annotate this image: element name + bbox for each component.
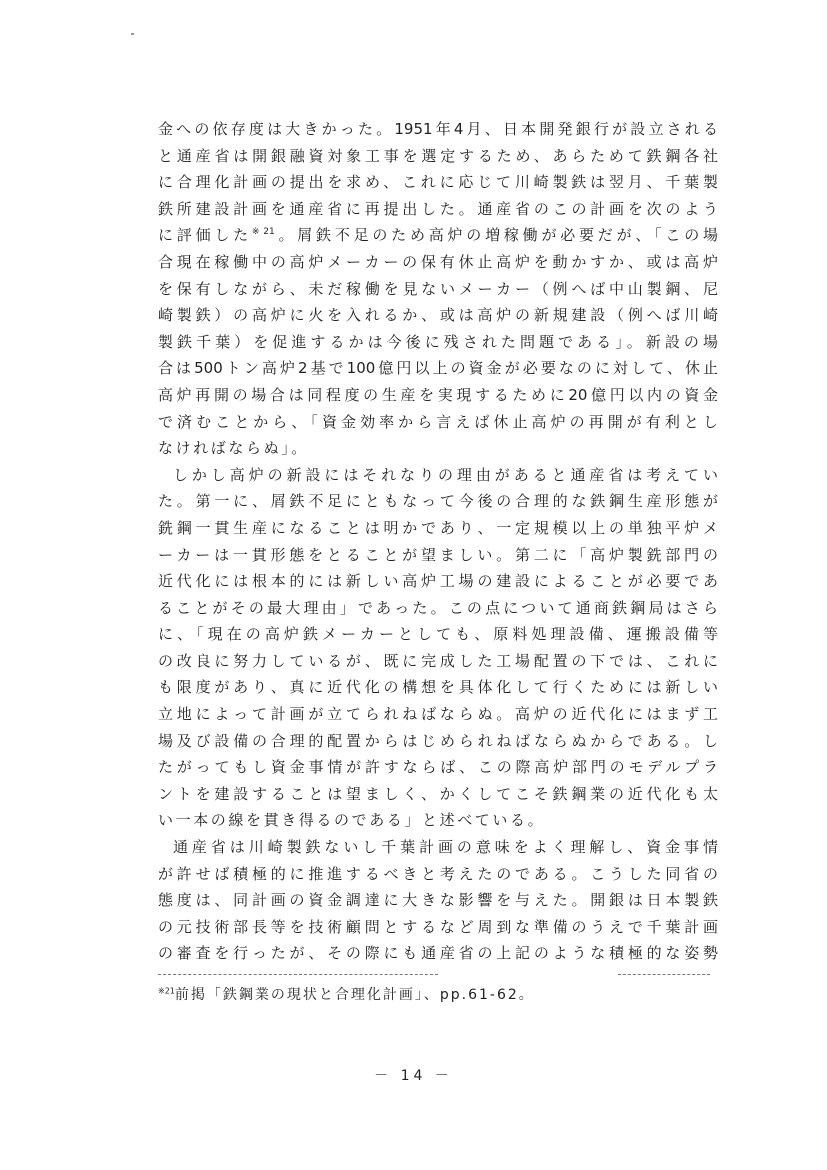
body-line: が許せば積極的に推進するべきと考えたのである。こうした同省の [158, 864, 718, 883]
body-line: 合は500トン高炉2基で100億円以上の資金が必要なのに対して、休止 [158, 359, 718, 378]
body-line-start: に評価した [158, 226, 252, 245]
body-line: の審査を行ったが、その際にも通産省の上記のような積極的な姿勢 [158, 944, 718, 963]
body-text [158, 116, 718, 967]
body-line: を保有しながら、未だ稼働を見ないメーカー（例へば中山製鋼、尼 [158, 279, 718, 298]
body-line: い一本の線を貫き得るのである」と述べている。 [158, 811, 546, 830]
body-line: に合理化計画の提出を求め、これに応じて川崎製鉄は翌月、千葉製 [158, 173, 718, 192]
body-line: ーカーは一貫形態をとることが望ましい。第二に「高炉製銑部門の [158, 545, 718, 564]
footnote-mark: ※21 [158, 986, 175, 996]
page-number: － 14 － [374, 1068, 453, 1084]
body-line: ントを建設することは望ましく、かくしてこそ鉄鋼業の近代化も太 [158, 784, 718, 803]
body-line: 鉄所建設計画を通産省に再提出した。通産省のこの計画を次のよう [158, 199, 718, 218]
body-line: なければならぬ」。 [158, 439, 309, 458]
body-line: の元技術部長等を技術顧問とするなど周到な準備のうえで千葉計画 [158, 917, 718, 936]
body-line: 製鉄千葉）を促進するかは今後に残された問題である」。新設の場 [158, 332, 718, 351]
body-line: 合現在稼働中の高炉メーカーの保有休止高炉を動かすか、或は高炉 [158, 252, 718, 271]
body-line: で済むことから、「資金効率から言えば休止高炉の再開が有利とし [158, 412, 718, 431]
body-line: も限度があり、真に近代化の構想を具体化して行くためには新しい [158, 678, 718, 697]
body-line: の改良に努力しているが、既に完成した工場配置の下では、これに [158, 651, 718, 670]
body-line: 銑鋼一貫生産になることは明かであり、一定規模以上の単独平炉メ [158, 518, 718, 537]
footnote-divider [158, 974, 438, 975]
paragraph-start-line: しかし高炉の新設にはそれなりの理由があると通産省は考えてい [173, 465, 718, 484]
body-line: ることがその最大理由」であった。この点について通商鉄鋼局はさら [158, 598, 718, 617]
footnote-text: 前掲「鉄鋼業の現状と合理化計画」、pp.61-62。 [174, 987, 535, 1003]
body-line: 崎製鉄）の高炉に火を入れるか、或は高炉の新規建設（例へば川崎 [158, 306, 718, 325]
body-line: 立地によって計画が立てられねばならぬ。高炉の近代化にはまず工 [158, 705, 718, 724]
body-line: 場及び設備の合理的配置からはじめられねばならぬからである。し [158, 731, 718, 750]
body-line: 高炉再開の場合は同程度の生産を実現するために20億円以内の資金 [158, 385, 718, 404]
scan-speck [131, 33, 134, 35]
body-line: に、「現在の高炉鉄メーカーとしても、原料処理設備、運搬設備等 [158, 625, 718, 644]
body-line-end: 。屑鉄不足のため高炉の増稼働が必要だが、「この場 [274, 226, 718, 245]
footnote [158, 985, 535, 1005]
body-line-with-footnote [158, 222, 718, 249]
body-line: 金への依存度は大きかった。1951年4月、日本開発銀行が設立される [158, 120, 718, 138]
body-line: と通産省は開銀融資対象工事を選定するため、あらためて鉄鋼各社 [158, 146, 718, 165]
footnote-reference: ※21 [251, 227, 275, 238]
paragraph-start-line: 通産省は川崎製鉄ないし千葉計画の意味をよく理解し、資金事情 [173, 838, 718, 857]
body-line: 態度は、同計画の資金調達に大きな影響を与えた。開銀は日本製鉄 [158, 891, 718, 910]
body-line: た。第一に、屑鉄不足にともなって今後の合理的な鉄鋼生産形態が [158, 492, 718, 511]
body-line: 近代化には根本的には新しい高炉工場の建設によることが必要であ [158, 572, 718, 591]
footnote-divider [618, 974, 710, 975]
body-line: たがってもし資金事情が許すならば、この際高炉部門のモデルプラ [158, 758, 718, 777]
